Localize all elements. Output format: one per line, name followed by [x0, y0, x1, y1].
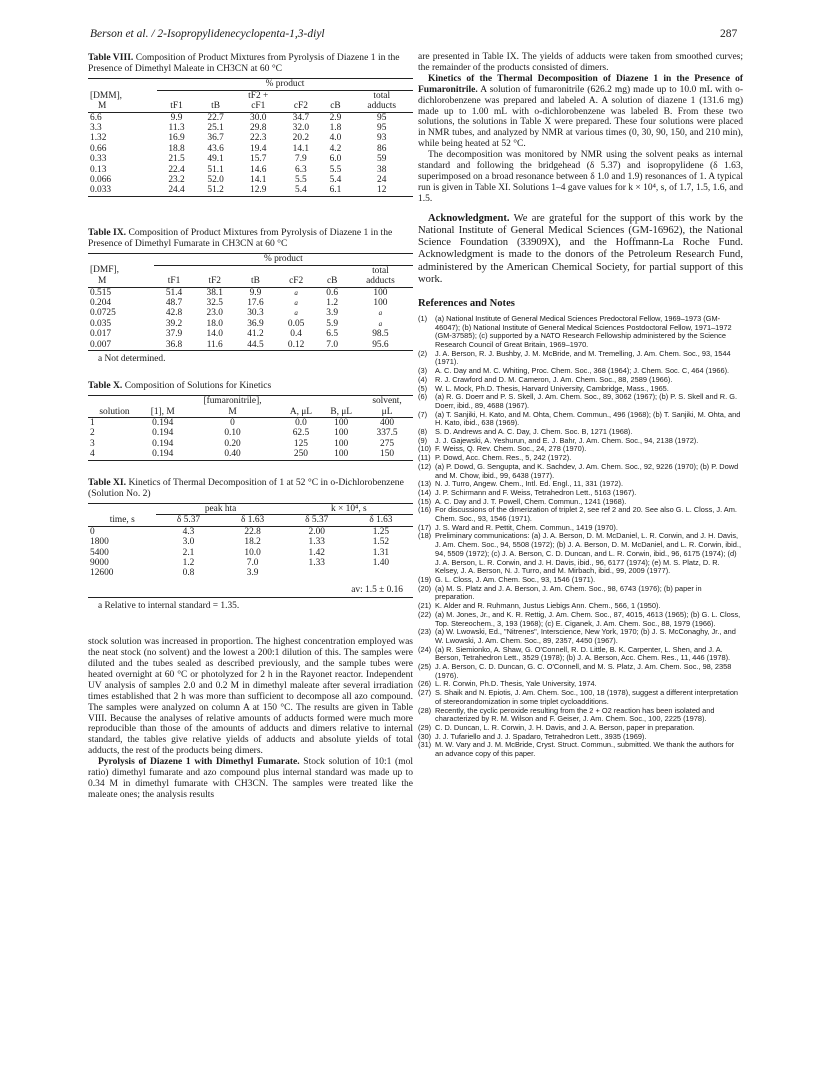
table-cell: 100: [373, 297, 388, 308]
reference-text: J. S. Ward and R. Pettit, Chem. Commun., 1419 (1970).: [435, 522, 618, 532]
reference-text: M. W. Vary and J. M. McBride, Cryst. Struct. Commun., submitted. We thank the authors for an advance copy of this paper.: [435, 740, 735, 759]
table-viii-body: [88, 112, 413, 196]
table-cell: 44.5: [235, 340, 276, 351]
table-cell: 9000: [90, 558, 109, 569]
table-cell: 23.0: [206, 308, 223, 319]
table-cell: 0.0725: [90, 308, 116, 319]
table-cell: 0.4: [290, 329, 302, 340]
table-cell: a: [294, 288, 298, 297]
reference-item: [418, 532, 743, 576]
reference-text: R. J. Crawford and D. M. Cameron, J. Am. Chem. Soc., 88, 2589 (1966).: [435, 374, 673, 384]
reference-item: [418, 646, 743, 663]
table-ix: [88, 227, 413, 364]
table-cell: 12600: [90, 568, 114, 579]
table-cell: 0.13: [90, 164, 107, 175]
table-cell: 95: [377, 123, 387, 134]
table-row: [88, 133, 413, 143]
table-cell: 14.6: [250, 164, 267, 175]
reference-number: (24): [418, 644, 432, 654]
reference-text: (a) M. Jones, Jr., and K. R. Rettig, J. Am. Chem. Soc., 87, 4015, 4613 (1965); (b) G. L. Closs, Top. Stereochem., 3, 193 (1968); (c) E. Ciganek, J. Am. Chem. Soc., 88, 1979 (1966).: [435, 609, 741, 628]
table-cell: 37.9: [165, 329, 183, 340]
table-cell: 38.1: [206, 287, 223, 298]
table-cell: 1: [90, 417, 95, 428]
table-cell: 1.2: [182, 558, 195, 569]
table-cell: 18.8: [168, 143, 185, 154]
reference-text: S. D. Andrews and A. C. Day, J. Chem. Soc. B, 1271 (1968).: [435, 427, 633, 437]
table-cell: 19.4: [250, 143, 267, 154]
table-cell: 100: [334, 428, 349, 439]
reference-text: For discussions of the dimerization of triplet 2, see ref 2 and 20. See also G. L. Closs, J. Am. Chem. Soc., 93, 1546 (1971).: [435, 505, 737, 524]
table-cell: 30.0: [250, 112, 267, 123]
table-row: [88, 298, 413, 308]
table-cell: 93: [377, 133, 387, 144]
table-cell: 0.194: [152, 417, 174, 428]
table-row: [88, 537, 413, 547]
table-cell: 0.6: [326, 287, 339, 298]
right-column: [418, 52, 743, 759]
table-x-caption: Table X. Composition of Solutions for Kinetics: [88, 379, 272, 391]
reference-item: [418, 585, 743, 602]
table-cell: 0.05: [287, 318, 305, 329]
reference-number: (20): [418, 583, 432, 593]
reference-number: (29): [418, 722, 432, 732]
reference-text: W. L. Mock, Ph.D. Thesis, Harvard University, Cambridge, Mass., 1965.: [435, 383, 669, 393]
table-cell: 34.7: [292, 112, 310, 123]
table-cell: 6.5: [326, 329, 339, 340]
reference-number: (22): [418, 609, 432, 619]
table-cell: 95.6: [348, 340, 413, 351]
running-title: Berson et al. / 2-Isopropylidenecyclopenta-1,3-diyl: [90, 28, 325, 40]
reference-number: (3): [418, 366, 428, 376]
table-cell: 0.194: [152, 438, 174, 449]
table-cell: 62.5: [292, 428, 310, 439]
table-cell: 125: [293, 438, 308, 449]
table-cell: 0.035: [90, 318, 112, 329]
reference-item: [418, 628, 743, 645]
table-cell: 16.9: [168, 133, 185, 144]
table-row: [88, 329, 413, 339]
table-row: [88, 287, 413, 298]
table-cell: 0.515: [90, 287, 112, 298]
table-cell: 6.6: [90, 112, 102, 123]
table-cell: 22.8: [244, 526, 261, 537]
reference-text: J. A. Berson, C. D. Duncan, G. C. O'Connell, and M. S. Platz, J. Am. Chem. Soc., 98, 2358 (1976).: [435, 662, 732, 680]
left-body-text: [88, 637, 413, 801]
reference-item: [418, 741, 743, 758]
table-row: [88, 154, 413, 164]
acknowledgment: Acknowledgment. We are grateful for the support of this work by the National Institute of General Medical Sciences (GM-16962), the National Science Foundation (33909X), and the Hoffmann-La Roche Fund. Acknowledgment is made to the donors of the Petroleum Research Fund, administered by the American Chemical Society, for partial support of this work.: [418, 212, 743, 285]
table-cell: 29.8: [250, 123, 267, 134]
table-row: [88, 428, 413, 438]
table-cell: 11.6: [194, 340, 235, 351]
table-cell: a: [294, 309, 298, 318]
table-ix-footnote: a Not determined.: [98, 353, 166, 364]
table-cell: 400: [380, 417, 395, 428]
reference-item: [418, 689, 743, 706]
table-cell: 0.007: [88, 340, 154, 351]
table-x-body: [88, 417, 413, 460]
table-cell: 22.4: [168, 164, 185, 175]
table-x-grid: [fumaronitrile], solvent, solution [1], M M A, μL B, μL μL 1 0.194 0 0.0 100 400 2 0.194 0.10 62.5 100 337.5 3 0.194 0.20 125 100 275 4 0.194 0.40 250 100 150: [88, 395, 413, 460]
table-cell: 14.0: [206, 329, 223, 340]
reference-number: (2): [418, 348, 428, 358]
table-row: [88, 417, 413, 428]
reference-text: F. Weiss, Q. Rev. Chem. Soc., 24, 278 (1970).: [435, 444, 587, 454]
table-row: [88, 123, 413, 133]
table-cell: 1.33: [308, 537, 325, 548]
reference-item: [418, 350, 743, 367]
table-cell: 100: [334, 438, 349, 449]
table-cell: 51.4: [165, 287, 183, 298]
table-cell: 0.204: [90, 297, 112, 308]
reference-text: (a) W. Lwowski, Ed., "Nitrenes", Interscience, New York, 1970; (b) J. S. McConaghy, Jr., and W. Lwowski, J. Am. Chem. Soc., 89, 2357, 4450 (1967).: [435, 627, 736, 645]
reference-item: [418, 463, 743, 480]
table-xi-footnote: a Relative to internal standard = 1.35.: [98, 601, 240, 612]
table-cell: 5.4: [281, 185, 320, 196]
table-cell: 337.5: [376, 428, 398, 439]
table-cell: 98.5: [372, 329, 389, 340]
reference-text: A. C. Day and J. T. Powell, Chem. Commun., 1241 (1968).: [435, 496, 627, 506]
reference-text: (a) T. Sanjiki, H. Kato, and M. Ohta, Chem. Commun., 496 (1968); (b) T. Sanjiki, M. Ohta, and H. Kato, ibid., 638 (1969).: [435, 409, 741, 428]
table-cell: 0.10: [224, 428, 241, 439]
reference-number: (1): [418, 313, 428, 323]
right-paragraph-3: The decomposition was monitored by NMR using the solvent peaks as internal standard and following the bridgehead (δ 5.37) and isopropylidene (δ 1.63, superimposed on a broad resonance between δ 1.0 and 1.9) resonances of 1. A typical run is given in Table XI. Solutions 1–4 gave values for k × 10⁴, s, of 1.7, 1.5, 1.6, and 1.5.: [418, 150, 743, 204]
reference-text: S. Shaik and N. Epiotis, J. Am. Chem. Soc., 100, 18 (1978), suggest a different interpretation of stereorandomization in some triplet cycloadditions.: [435, 688, 739, 706]
table-cell: 100: [321, 449, 361, 460]
table-cell: 39.2: [165, 318, 183, 329]
left-paragraph-2: Pyrolysis of Diazene 1 with Dimethyl Fumarate. Stock solution of 10:1 (mol ratio) dimethyl fumarate and azo compound plus internal standard was made up to 0.34 M in dimethyl fumarate with CH3CN. The samples were treated like the maleate ones; the analysis results: [88, 757, 414, 800]
table-cell: 24: [377, 175, 387, 186]
table-ix-caption: Table IX. Composition of Product Mixtures from Pyrolysis of Diazene 1 in the Presence of Dimethyl Fumarate in CH3CN at 60 °C: [88, 226, 393, 250]
table-ix-grid: % product [DMF], total M tF1 tF2 tB cF2 cB adducts 0.515 51.4 38.1 9.9 a 0.6 100 0.204 48.7 32.5 17.6 a 1.2 100 0.0725 42.8 23.0 30.3 a 3.9 a 0.035 39.2 18.0 36.9 0.05 5.9 a 0.017 37.9 14.0 41.2 0.4 6.5 98.5 0.007 36.8 11.6 44.5 0.12 7.0 95.6: [88, 253, 413, 351]
table-cell: 32.0: [292, 123, 310, 134]
table-cell: 1.25: [372, 526, 390, 537]
table-cell: a: [294, 298, 298, 307]
table-ix-body: [88, 287, 413, 350]
table-cell: 5.4: [329, 175, 342, 186]
table-cell: 3.0: [182, 537, 195, 548]
reference-item: [418, 611, 743, 628]
table-cell: 7.0: [246, 558, 259, 569]
reference-number: (15): [418, 496, 432, 506]
table-cell: 20.2: [292, 133, 310, 144]
table-cell: 41.2: [247, 329, 264, 340]
reference-text: (a) P. Dowd, G. Sengupta, and K. Sachdev, J. Am. Chem. Soc., 92, 9226 (1970); (b) P. Dowd and M. Chow, ibid., 99, 6438 (1977).: [435, 461, 739, 480]
table-cell: 36.7: [207, 133, 224, 144]
table-row: [88, 340, 413, 351]
reference-text: J. J. Gajewski, A. Yeshurun, and E. J. Bahr, J. Am. Chem. Soc., 94, 2138 (1972).: [435, 435, 699, 445]
table-cell: 250: [281, 449, 322, 460]
table-cell: 23.2: [168, 175, 185, 186]
table-cell: 100: [334, 417, 349, 428]
reference-text: Recently, the cyclic peroxide resulting from the 2 + O2 reaction has been isolated and characterized by R. M. Wilson and F. Geiser, J. Am. Chem. Soc., 100, 2225 (1978).: [435, 705, 715, 724]
reference-number: (6): [418, 392, 428, 402]
table-row: [88, 308, 413, 318]
right-paragraph-1: are presented in Table IX. The yields of adducts were taken from smoothed curves; the remainder of the products consisted of dimers.: [418, 52, 743, 73]
table-cell: 1.42: [308, 547, 325, 558]
table-cell: 1.32: [90, 133, 107, 144]
table-cell: 10.0: [244, 547, 261, 558]
table-cell: 1.2: [326, 297, 339, 308]
reference-number: (10): [418, 444, 432, 454]
reference-number: (12): [418, 461, 432, 471]
table-cell: 2.9: [329, 112, 342, 123]
table-cell: 43.6: [207, 143, 224, 154]
reference-number: (4): [418, 374, 428, 384]
table-cell: 0.194: [141, 449, 184, 460]
table-cell: 6.3: [295, 164, 307, 175]
reference-number: (27): [418, 688, 432, 698]
table-cell: 12.9: [235, 185, 281, 196]
table-cell: 14.1: [250, 175, 267, 186]
reference-number: (13): [418, 479, 432, 489]
reference-number: (11): [418, 453, 431, 463]
left-paragraph-1: stock solution was increased in proportion. The highest concentration employed was the neat stock (no solvent) and the lowest a 200:1 dilution of this. The samples were diluted and the tubes sealed as described previously, and the sample tubes were heated overnight at 60 °C or photolyzed for 2 h in the Rayonet reactor. Independent UV analysis of samples 2.0 and 0.2 M in dimethyl maleate after several irradiation times established that 2 h was more than sufficient to decompose all azo compound. The samples were analyzed on column A at 150 °C. The results are given in Table VIII. Because the analyses of relative amounts of adducts formed were much more reproducible than those of the amounts of adducts and dimers relative to internal standard, the tables give relative yields of adducts and absolute yields of total adducts, the rest of the products being dimers.: [88, 637, 413, 757]
reference-item: [418, 506, 743, 523]
reference-number: (9): [418, 435, 428, 445]
table-cell: 32.5: [206, 297, 223, 308]
table-cell: 49.1: [207, 154, 224, 165]
table-cell: 1.33: [308, 558, 325, 569]
table-cell: 48.7: [165, 297, 183, 308]
table-cell: 0.033: [88, 185, 157, 196]
table-row: [88, 165, 413, 175]
references-list: [418, 315, 743, 759]
table-cell: 0.33: [90, 154, 107, 165]
right-paragraph-2: Kinetics of the Thermal Decomposition of Diazene 1 in the Presence of Fumaronitrile. A solution of fumaronitrile (626.2 mg) made up to 10.0 mL with o-dichlorobenzene was prepared and labeled A. A solution of diazene 1 (131.6 mg) made up to 1.00 mL with o-dichlorobenzene was labeled B. From these two solutions, the solutions in Table X were prepared. These four solutions were placed in NMR tubes, and analyzed by NMR at various times (0, 30, 90, 150, and 210 min), while being heated at 52 °C.: [418, 73, 743, 150]
table-cell: 150: [361, 449, 413, 460]
table-cell: 2.1: [182, 547, 195, 558]
reference-item: [418, 663, 743, 680]
table-xi-caption: Table XI. Kinetics of Thermal Decomposition of 1 at 52 °C in o-Dichlorobenzene (Solution No. 2): [88, 476, 404, 499]
table-cell: 2: [90, 428, 95, 439]
reference-text: J. J. Tufariello and J. J. Spadaro, Tetrahedron Lett., 3935 (1969).: [435, 731, 647, 741]
reference-number: (19): [418, 575, 432, 584]
reference-number: (21): [418, 601, 432, 611]
table-cell: 5.5: [329, 164, 342, 175]
table-row: [88, 185, 413, 196]
table-cell: 36.8: [154, 340, 195, 351]
reference-number: (28): [418, 705, 432, 715]
reference-number: (30): [418, 731, 432, 741]
reference-text: (a) M. S. Platz and J. A. Berson, J. Am. Chem. Soc., 98, 6743 (1976); (b) paper in preparation.: [435, 583, 702, 602]
table-cell: 24.4: [157, 185, 196, 196]
table-cell: 52.0: [207, 175, 224, 186]
reference-text: C. D. Duncan, L. R. Corwin, J. H. Davis, and J. A. Berson, paper in preparation.: [435, 722, 695, 732]
table-x: [88, 380, 413, 461]
reference-number: (17): [418, 522, 432, 532]
table-cell: 95: [377, 112, 387, 123]
reference-text: (a) R. G. Doerr and P. S. Skell, J. Am. Chem. Soc., 89, 3062 (1967); (b) P. S. Skell and R. G. Doerr, ibid., 89, 4688 (1967).: [435, 392, 738, 410]
reference-text: (a) National Institute of General Medical Sciences Predoctoral Fellow, 1969–1973 (GM-46047); (b) National Institute of General Medical Sciences Postdoctoral Fellow, 1971–1972 (GM-37585); (c) supported by a NATO Research Fellowship administered by the Science Research Council of Great Britain, 1969–1970.: [435, 313, 732, 350]
table-cell: 1.8: [329, 123, 342, 134]
table-row: [88, 175, 413, 185]
reference-number: (7): [418, 409, 428, 419]
reference-text: J. P. Schirmann and F. Weiss, Tetrahedron Lett., 5163 (1967).: [435, 487, 637, 497]
table-cell: 6.1: [320, 185, 350, 196]
table-cell: 14.1: [292, 143, 310, 154]
table-viii-caption: Table VIII. Composition of Product Mixtures from Pyrolysis of Diazene 1 in the Presence of Dimethyl Maleate in CH3CN at 60 °C: [88, 52, 400, 75]
reference-item: [418, 411, 743, 428]
table-xi-grid: peak hta k × 10⁴, s time, s δ 5.37 δ 1.63 δ 5.37 δ 1.63 0 4.3 22.8 2.00 1.25 1800 3.0 18.2 1.33 1.52 5400 2.1 10.0 1.42 1.31 9000 1.2 7.0 1.33 1.40 12600 0.8 3.9 av: 1.5 ± 0.16: [88, 503, 413, 598]
reference-number: (23): [418, 627, 432, 637]
table-viii: [88, 52, 413, 197]
table-cell: 6.0: [329, 154, 342, 165]
reference-number: (14): [418, 487, 432, 497]
table-xi-body: [88, 526, 413, 579]
table-cell: 11.3: [168, 123, 185, 134]
table-cell: 86: [377, 143, 387, 154]
table-cell: 7.9: [295, 154, 307, 165]
table-row: [88, 439, 413, 449]
table-cell: 1.31: [372, 547, 390, 558]
table-cell: 1.40: [372, 558, 390, 569]
left-column: [88, 52, 413, 801]
table-cell: 25.1: [207, 123, 224, 134]
reference-item: [418, 393, 743, 410]
reference-number: (26): [418, 679, 432, 689]
table-cell: 0.12: [276, 340, 317, 351]
table-cell: 38: [377, 164, 387, 175]
reference-text: K. Alder and R. Ruhmann, Justus Liebigs Ann. Chem., 566, 1 (1950).: [435, 601, 661, 611]
table-cell: 9.9: [170, 112, 183, 123]
reference-number: (18): [418, 531, 432, 541]
table-cell: 0: [230, 417, 235, 428]
table-cell: 1.52: [372, 537, 390, 548]
table-xi-average: av: 1.5 ± 0.16: [88, 579, 413, 598]
table-cell: 30.3: [247, 308, 264, 319]
reference-text: (a) R. Siemionko, A. Shaw, G. O'Connell, R. D. Little, B. K. Carpenter, L. Shen, and J. A. Berson, Tetrahedron Lett., 3529 (1978); (b) J. A. Berson, Acc. Chem. Res., 11, 446 (1978).: [435, 644, 731, 663]
reference-number: (25): [418, 662, 432, 672]
page-number: 287: [720, 28, 738, 40]
table-cell: 0.0: [295, 417, 307, 428]
table-cell: 17.6: [247, 297, 264, 308]
table-cell: 0.8: [182, 568, 195, 579]
table-cell: 3.9: [326, 308, 339, 319]
table-cell: 275: [380, 438, 395, 449]
table-cell: 21.5: [168, 154, 185, 165]
table-cell: 1800: [90, 537, 109, 548]
table-cell: 59: [377, 154, 387, 165]
table-cell: 2.00: [308, 526, 325, 537]
table-cell: 36.9: [247, 318, 264, 329]
reference-text: N. J. Turro, Angew. Chem., Intl. Ed. Engl., 11, 331 (1972).: [435, 479, 624, 489]
table-cell: a: [378, 309, 383, 318]
table-cell: a: [378, 319, 383, 328]
table-cell: 4.3: [182, 526, 195, 537]
table-cell: 100: [373, 287, 388, 298]
table-cell: 0.194: [152, 428, 174, 439]
reference-text: Preliminary communications: (a) J. A. Berson, D. M. McDaniel, L. R. Corwin, and J. H. Davis, J. Am. Chem. Soc., 94, 5508 (1972); (b) J. A. Berson, D. M. McDaniel, and L. R. Corwin, ibid., 94, 5509 (1972); (c) J. A. Berson, C. D. Duncan, and L. R. Corwin, ibid., 96, 6175 (1974); (d) J. A. Berson, L. R. Corwin, and J. H. Davis, ibid., 96, 6177 (1974); (e) M. S. Platz, D. R. Kelsey, J. A. Berson, N. J. Turro, and M. Mirbach, ibid., 99, 2009 (1977).: [435, 531, 742, 576]
table-cell: 9.9: [249, 287, 262, 298]
table-cell: [285, 568, 349, 578]
table-cell: 18.2: [244, 537, 261, 548]
table-row: [88, 526, 413, 537]
table-cell: 51.2: [196, 185, 235, 196]
reference-text: L. R. Corwin, Ph.D. Thesis, Yale University, 1974.: [435, 679, 597, 689]
table-cell: 51.1: [207, 164, 224, 175]
table-cell: 0.066: [90, 175, 112, 186]
table-cell: 5.5: [295, 175, 307, 186]
table-row: [88, 558, 413, 568]
reference-number: (5): [418, 383, 428, 393]
table-cell: 0.017: [90, 329, 112, 340]
reference-text: P. Dowd, Acc. Chem. Res., 5, 242 (1972).: [435, 453, 572, 463]
table-cell: 3.9: [246, 568, 259, 579]
reference-item: [418, 315, 743, 350]
table-cell: 4: [88, 449, 141, 460]
table-cell: 3: [90, 438, 95, 449]
table-cell: [349, 568, 413, 578]
table-cell: 5400: [90, 547, 109, 558]
table-cell: 5.9: [326, 318, 339, 329]
table-cell: 4.2: [329, 143, 342, 154]
table-cell: 15.7: [250, 154, 267, 165]
table-row: [88, 112, 413, 123]
table-viii-grid: % product [DMM], tF2 + total M tF1 tB cF1 cF2 cB adducts 6.6 9.9 22.7 30.0 34.7 2.9 95 3.3 11.3 25.1 29.8 32.0 1.8 95 1.32 16.9 36.7 22.3 20.2 4.0 93 0.66 18.8 43.6 19.4 14.1 4.2 86 0.33 21.5 49.1 15.7 7.9 6.0 59 0.13 22.4 51.1 14.6 6.3 5.5 38 0.066 23.2 52.0 14.1 5.5 5.4 24 0.033 24.4 51.2 12.9 5.4 6.1 12: [88, 78, 413, 196]
references-heading: References and Notes: [418, 297, 515, 309]
reference-number: (31): [418, 740, 432, 750]
table-row: [88, 568, 413, 578]
table-cell: 0.40: [184, 449, 280, 460]
table-cell: 42.8: [165, 308, 183, 319]
table-row: [88, 319, 413, 329]
table-cell: 22.7: [207, 112, 224, 123]
table-cell: 0.66: [90, 143, 107, 154]
reference-text: J. A. Berson, R. J. Bushby, J. M. McBride, and M. Tremelling, J. Am. Chem. Soc., 93, 1544 (1971).: [435, 348, 731, 367]
table-cell: 7.0: [316, 340, 347, 351]
reference-text: G. L. Closs, J. Am. Chem. Soc., 93, 1546 (1971).: [435, 575, 596, 584]
table-cell: 12: [350, 185, 413, 196]
reference-item: [418, 707, 743, 724]
table-row: [88, 144, 413, 154]
table-cell: 3.3: [90, 123, 102, 134]
table-row: [88, 449, 413, 460]
table-cell: 4.0: [329, 133, 342, 144]
table-cell: 18.0: [206, 318, 223, 329]
table-cell: 22.3: [250, 133, 267, 144]
table-cell: 0.20: [224, 438, 241, 449]
table-row: [88, 548, 413, 558]
table-cell: 0: [90, 526, 95, 537]
reference-number: (16): [418, 505, 432, 515]
table-xi: [88, 477, 413, 612]
reference-number: (8): [418, 427, 428, 437]
reference-text: A. C. Day and M. C. Whiting, Proc. Chem. Soc., 368 (1964); J. Chem. Soc. C, 464 (1966).: [435, 366, 730, 376]
